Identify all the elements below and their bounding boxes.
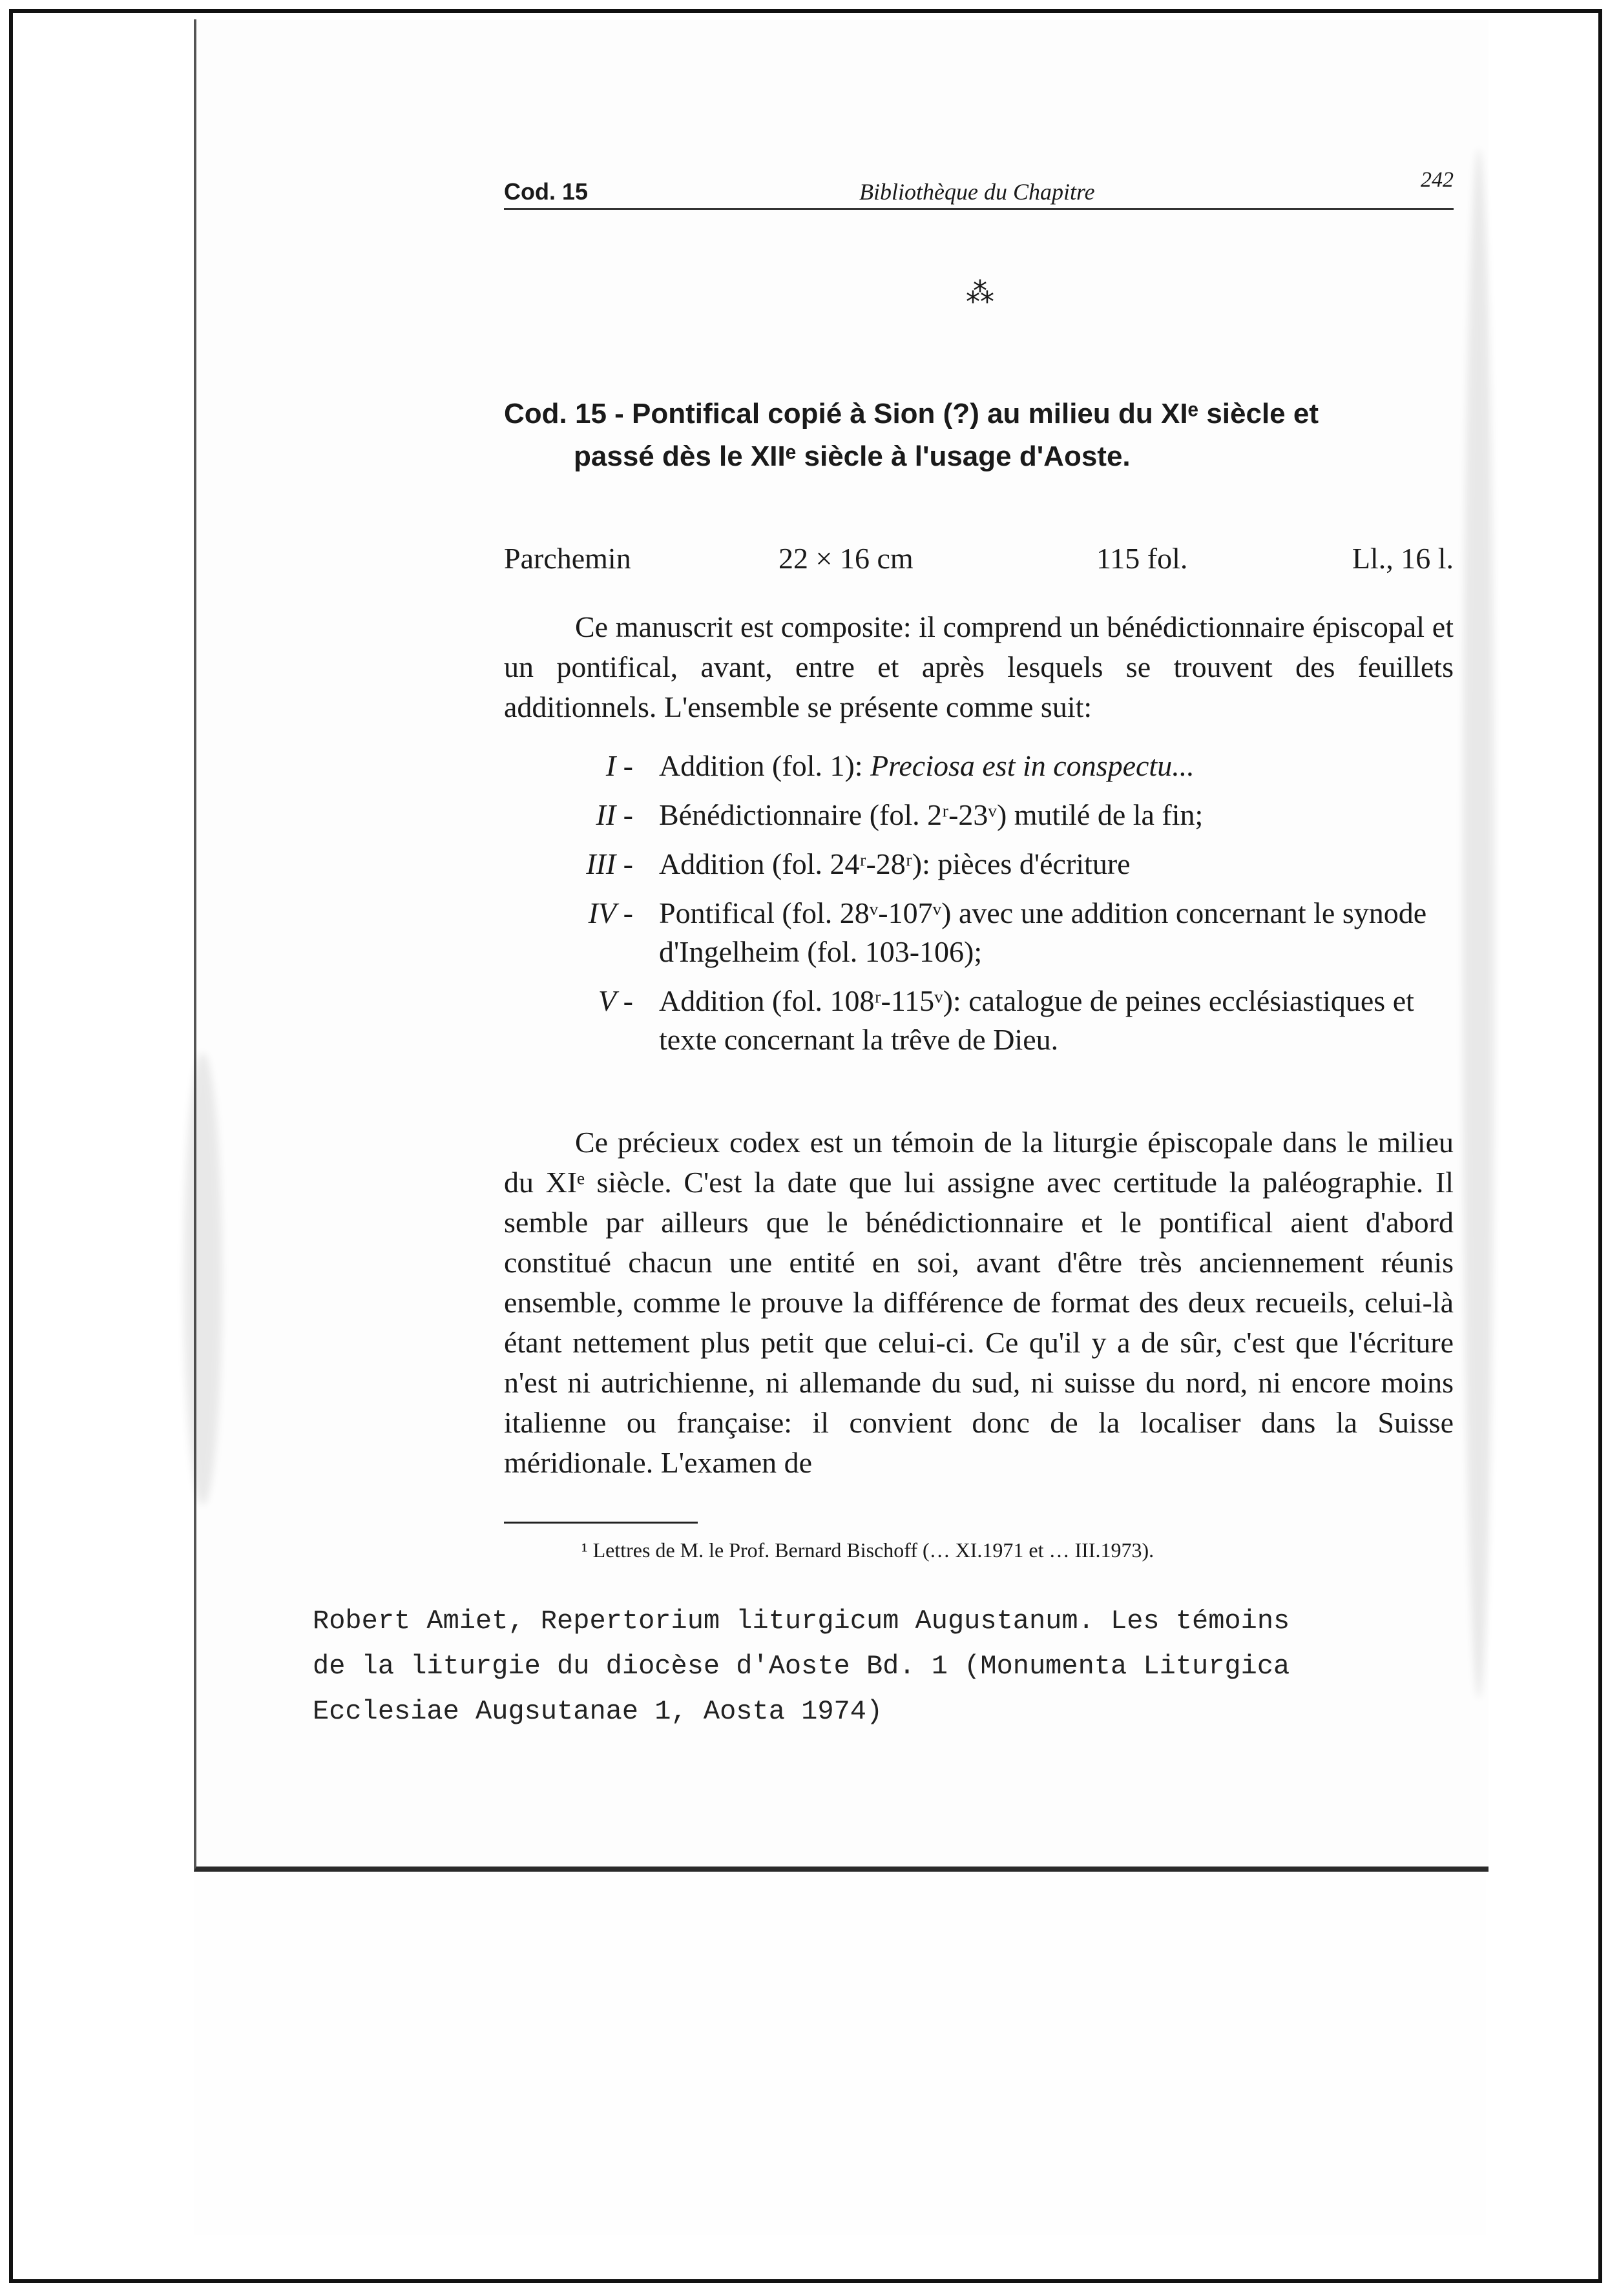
- contents-text: Bénédictionnaire (fol. 2ʳ-23ᵛ) mutilé de la fin;: [659, 798, 1204, 831]
- spec-lines: Ll., 16 l.: [1352, 542, 1454, 575]
- codex-label: Cod. 15: [504, 178, 589, 205]
- contents-text: Addition (fol. 24ʳ-28ʳ): pièces d'écriture: [659, 847, 1131, 880]
- spec-folios: 115 fol.: [1096, 542, 1188, 575]
- entry-title: [504, 393, 1454, 478]
- running-head: [504, 168, 1454, 210]
- library-name: Bibliothèque du Chapitre: [859, 179, 1095, 205]
- contents-item: [504, 747, 1454, 785]
- contents-num: II -: [596, 798, 633, 831]
- contents-text: Pontifical (fol. 28ᵛ-107ᵛ) avec une addition concernant le synode d'Ingelheim (fol. 103-106);: [659, 896, 1427, 968]
- citation-line-3: Ecclesiae Augsutanae 1, Aosta 1974): [313, 1696, 883, 1727]
- title-line-2: passé dès le XIIᵉ siècle à l'usage d'Aoste.: [574, 440, 1131, 472]
- intro-paragraph: Ce manuscrit est composite: il comprend un bénédictionnaire épiscopal et un pontifical, avant, entre et après lesquels se trouvent des feuillets additionnels. L'ensemble se présente comme suit:: [504, 610, 1454, 723]
- contents-text: Addition (fol. 1): Preciosa est in conspectu...: [659, 749, 1195, 782]
- page-number: 242: [1421, 168, 1454, 192]
- contents-item: [504, 982, 1454, 1059]
- citation-line-1: Robert Amiet, Repertorium liturgicum Augustanum. Les témoins: [313, 1606, 1290, 1637]
- footnote-rule: [504, 1522, 698, 1524]
- typed-citation: [313, 1598, 1488, 1734]
- lower-sheet: [194, 1873, 1486, 2235]
- citation-line-2: de la liturgie du diocèse d'Aoste Bd. 1 (Monumenta Liturgica: [313, 1651, 1290, 1682]
- footnote: ¹ Lettres de M. le Prof. Bernard Bischoff (… XI.1971 et … III.1973).: [581, 1538, 1154, 1562]
- contents-num: IV -: [588, 896, 633, 929]
- title-line-1: Cod. 15 - Pontifical copié à Sion (?) au milieu du XIᵉ siècle et: [504, 398, 1319, 429]
- contents-num: III -: [586, 847, 633, 880]
- contents-item: [504, 894, 1454, 971]
- codex-specs: [504, 541, 1454, 580]
- contents-text: Addition (fol. 108ʳ-115ᵛ): catalogue de peines ecclésiastiques et texte concernant la trêve de Dieu.: [659, 984, 1414, 1056]
- ornament: ⁂: [966, 277, 994, 309]
- contents-list: [504, 747, 1454, 1070]
- contents-num: I -: [605, 749, 633, 782]
- contents-item: [504, 845, 1454, 884]
- spec-material: Parchemin: [504, 542, 631, 575]
- spec-dimensions: 22 × 16 cm: [778, 542, 914, 575]
- main-paragraph: Ce précieux codex est un témoin de la liturgie épiscopale dans le milieu du XIᵉ siècle. C'est la date que lui assigne avec certitude la paléographie. Il semble par ailleurs que le bénédictionnaire et le pontifical aient d'abord constitué chacun une entité en soi, avant d'être très anciennement réunis ensemble, comme le prouve la différence de format des deux recueils, celui-là étant nettement plus petit que celui-ci. Ce qu'il y a de sûr, c'est que l'écriture n'est ni autrichienne, ni allemande du sud, ni suisse du nord, ni encore moins italienne ou française: il convient donc de la localiser dans la Suisse méridionale. L'examen de: [504, 1126, 1454, 1479]
- contents-num: V -: [598, 984, 633, 1017]
- contents-item: [504, 796, 1454, 834]
